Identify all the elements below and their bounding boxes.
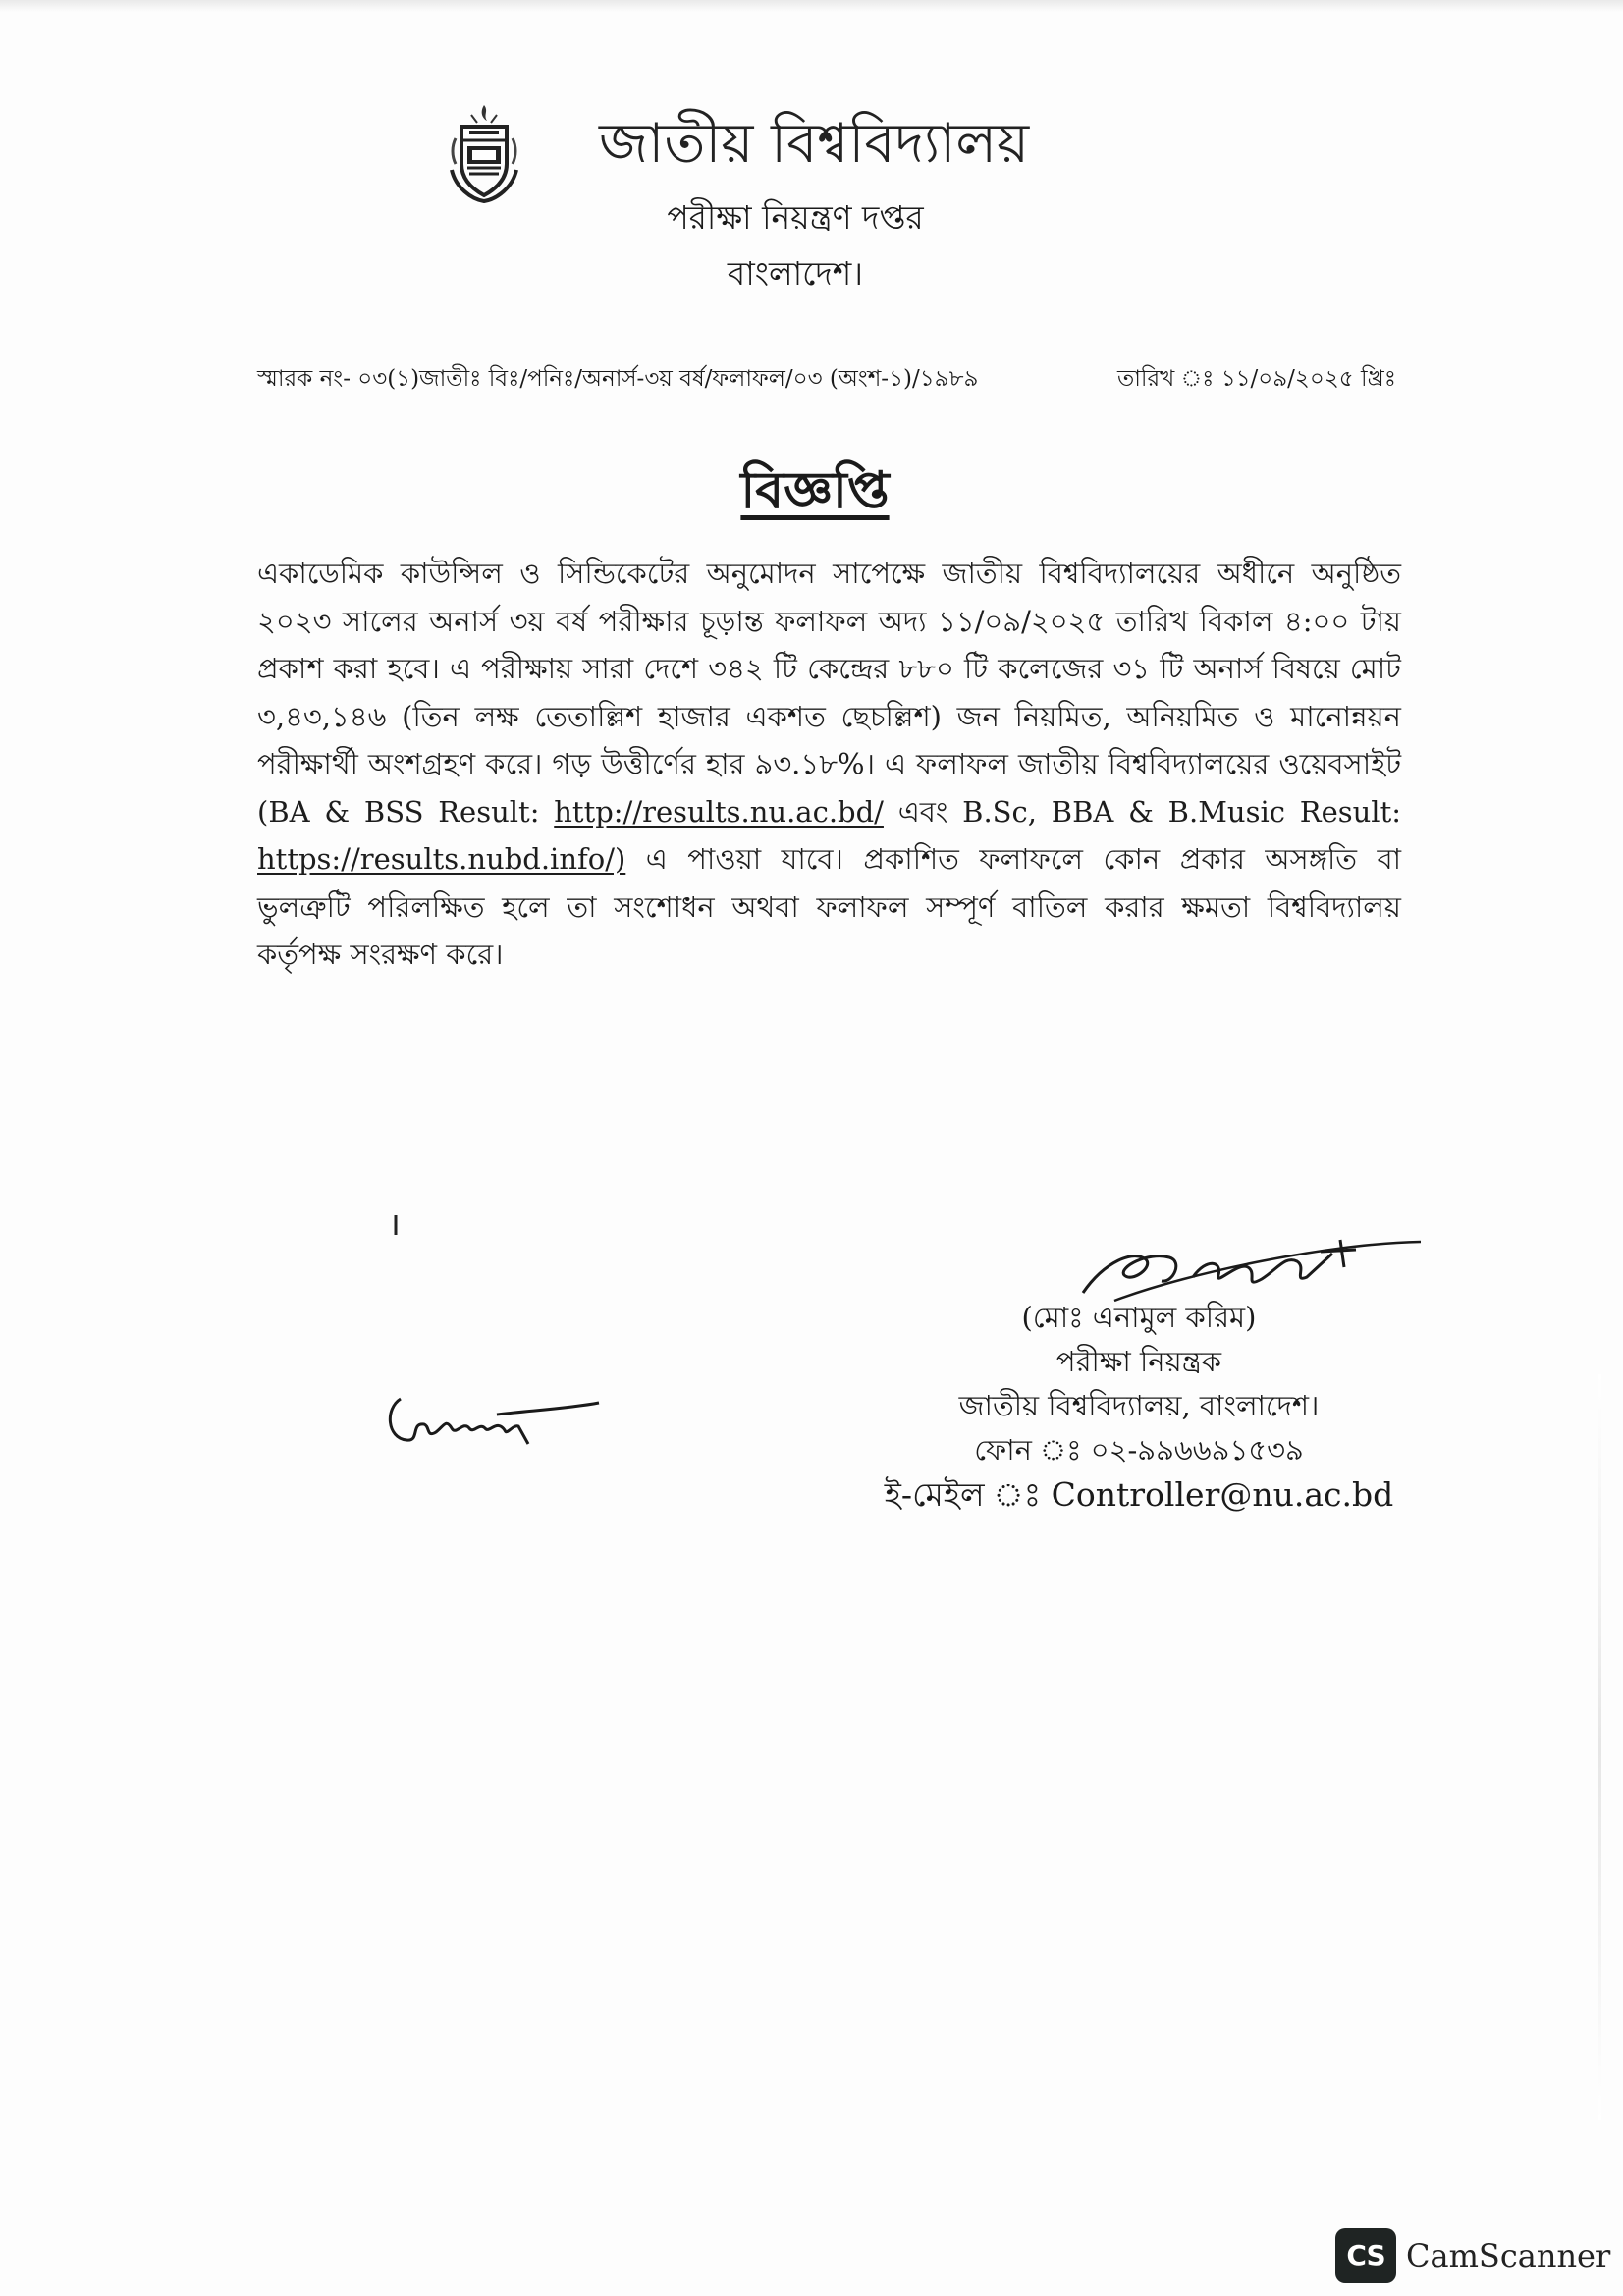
memo-date: তারিখ ঃ ১১/০৯/২০২৫ খ্রিঃ [1116, 366, 1396, 392]
bsc-bba-result-link[interactable]: https://results.nubd.info/) [257, 842, 626, 876]
memo-number: স্মারক নং- ০৩(১)জাতীঃ বিঃ/পনিঃ/অনার্স-৩য় বর্ষ/ফলাফল/০৩ (অংশ-১)/১৯৮৯ [257, 366, 979, 392]
notice-text-website: এ ফলাফল জাতীয় বিশ্ববিদ্যালয়ের ওয়েবসাইট (BA & BSS Result: [257, 747, 1401, 828]
notice-text-main: একাডেমিক কাউন্সিল ও সিন্ডিকেটের অনুমোদন সাপেক্ষে জাতীয় বিশ্ববিদ্যালয়ের অধীনে অনুষ্ঠিত ২০২৩ সালের অনার্স ৩য় বর্ষ পরীক্ষার চূড়ান্ত ফলাফল অদ্য ১১/০৯/২০২৫ তারিখ বিকাল ৪:০০ টায় প্রকাশ করা হবে। এ পরীক্ষায় সারা দেশে ৩৪২ টি কেন্দ্রের ৮৮০ টি কলেজের ৩১ টি অনার্স বিষয়ে মোট ৩,৪৩,১৪৬ (তিন লক্ষ তেতাল্লিশ হাজার একশত ছেচল্লিশ) জন নিয়মিত, অনিয়মিত ও মানোন্নয়ন পরীক্ষার্থী অংশগ্রহণ করে। গড় উত্তীর্ণের হার ৯৩.১৮%। [257, 557, 1401, 780]
signatory-email-row [884, 1472, 1394, 1517]
ba-bss-result-link[interactable]: http://results.nu.ac.bd/ [554, 794, 884, 828]
country-name: বাংলাদেশ। [727, 254, 864, 293]
notice-paragraph [257, 550, 1401, 979]
initial-signature [381, 1389, 602, 1448]
notice-title: বিজ্ঞপ্তি [740, 460, 890, 520]
pen-mark [393, 1214, 399, 1236]
notice-text-closing: এ পাওয়া যাবে। প্রকাশিত ফলাফলে কোন প্রকার অসঙ্গতি বা ভুলত্রুটি পরিলক্ষিত হলে তা সংশোধন অথবা ফলাফল সম্পূর্ণ বাতিল করার ক্ষমতা বিশ্ববিদ্যালয় কর্তৃপক্ষ সংরক্ষণ করে। [257, 842, 1401, 971]
signatory-designation: পরীক্ষা নিয়ন্ত্রক [1055, 1345, 1222, 1378]
camscanner-watermark: CamScanner [1406, 2237, 1611, 2274]
camscanner-logo-icon: CS [1335, 2228, 1396, 2283]
scan-shadow [1598, 1374, 1601, 2120]
notice-body [257, 550, 1401, 979]
signatory-phone: ফোন ঃ ০২-৯৯৬৬৯১৫৩৯ [974, 1433, 1304, 1467]
notice-text-and: এবং B.Sc, BBA & B.Music Result: [883, 794, 1401, 828]
university-name: জাতীয় বিশ্ববিদ্যালয় [599, 112, 1030, 176]
university-seal-logo [444, 101, 524, 203]
email-address[interactable]: Controller@nu.ac.bd [1051, 1475, 1394, 1514]
email-label: ই-মেইল ঃ [884, 1475, 1052, 1514]
signatory-office: জাতীয় বিশ্ববিদ্যালয়, বাংলাদেশ। [958, 1389, 1320, 1422]
scan-edge [0, 0, 1623, 12]
signatory-name: (মোঃ এনামুল করিম) [1021, 1301, 1257, 1334]
department-name: পরীক্ষা নিয়ন্ত্রণ দপ্তর [667, 198, 924, 237]
signatory-block [884, 1296, 1394, 1517]
